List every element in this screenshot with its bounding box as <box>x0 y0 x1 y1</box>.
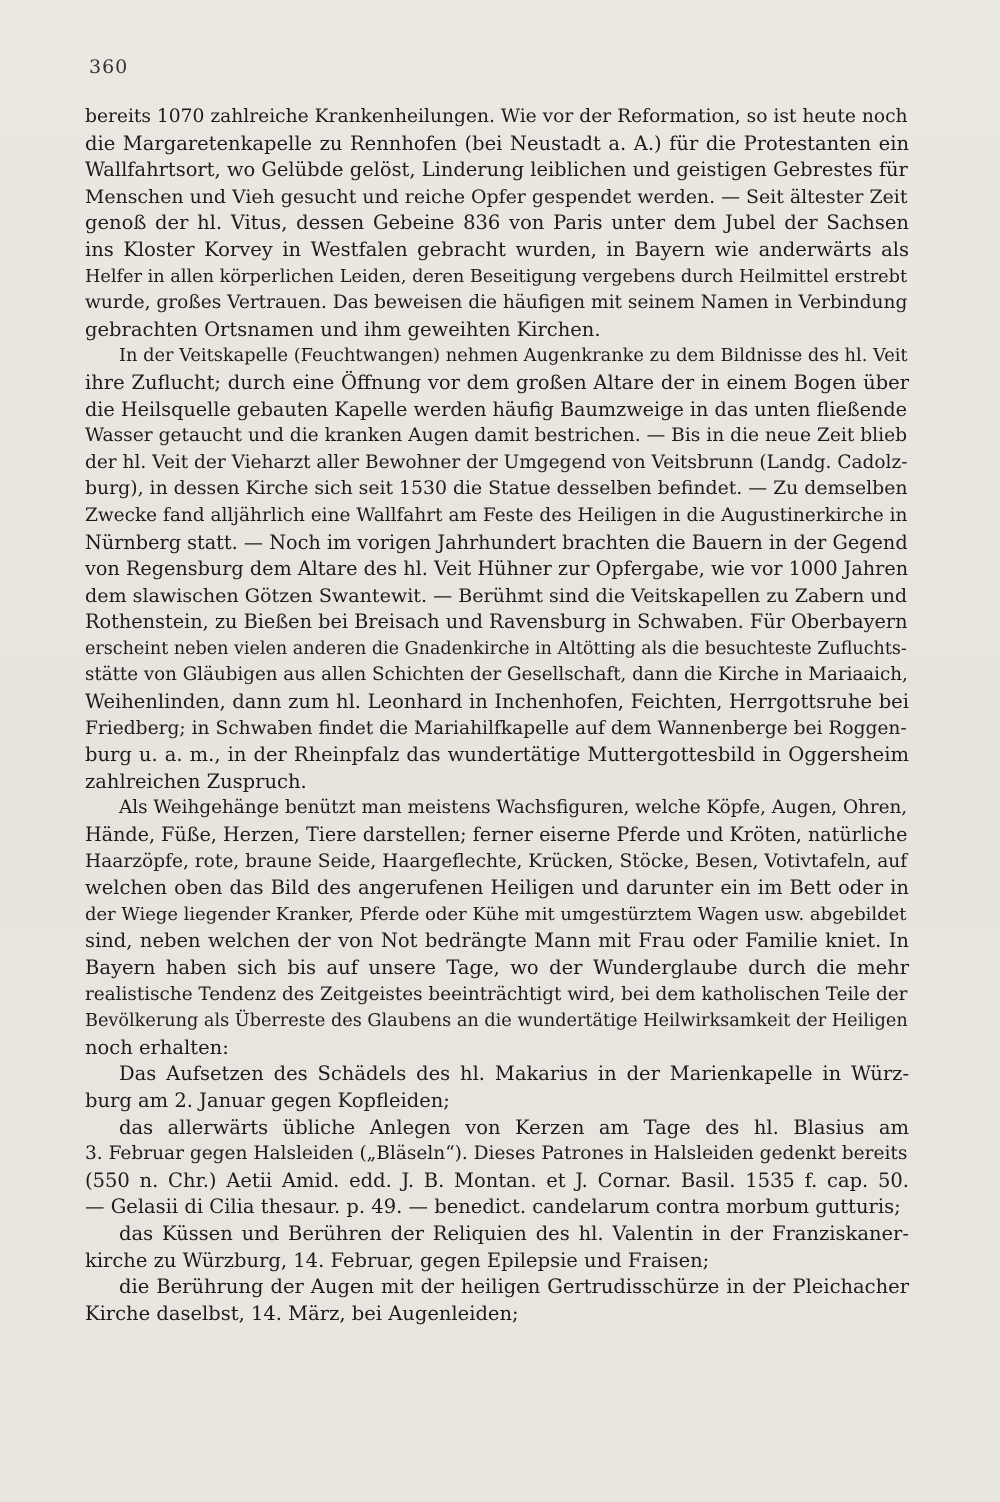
text-line: Rothenstein, zu Bießen bei Breisach und Ravensburg in Schwaben. Für Oberbayern <box>85 610 908 634</box>
text-line: noch erhalten: <box>85 1035 229 1059</box>
text-line: zahlreichen Zuspruch. <box>85 769 307 793</box>
text-line: Hände, Füße, Herzen, Tiere darstellen; ferner eiserne Pferde und Kröten, natürliche <box>85 823 908 847</box>
text-line: Friedberg; in Schwaben findet die Mariahilfkapelle auf dem Wannenberge bei Roggen- <box>85 717 907 739</box>
text-line: (550 n. Chr.) Aetii Amid. edd. J. B. Montan. et J. Cornar. Basil. 1535 f. cap. 50. <box>85 1168 909 1192</box>
text-line: stätte von Gläubigen aus allen Schichten der Gesellschaft, dann die Kirche in Mariaaich, <box>85 664 908 686</box>
text-line: Das Aufsetzen des Schädels des hl. Makarius in der Marienkapelle in Würz- <box>119 1062 910 1086</box>
text-line: Haarzöpfe, rote, braune Seide, Haargeflechte, Krücken, Stöcke, Besen, Votivtafeln, auf <box>85 850 908 872</box>
text-line: die Heilsquelle gebauten Kapelle werden häufig Baumzweige in das unten fließende <box>85 397 908 421</box>
text-line: welchen oben das Bild des angerufenen Heiligen und darunter ein im Bett oder in <box>85 876 909 900</box>
text-line: burg), in dessen Kirche sich seit 1530 die Statue desselben befindet. — Zu demselben <box>85 478 908 500</box>
text-line: wurde, großes Vertrauen. Das beweisen die häufigen mit seinem Namen in Verbindung <box>85 292 908 314</box>
body-text <box>85 104 910 1327</box>
text-line: genoß der hl. Vitus, dessen Gebeine 836 von Paris unter dem Jubel der Sachsen <box>85 211 909 235</box>
text-line: das allerwärts übliche Anlegen von Kerzen am Tage des hl. Blasius am <box>119 1115 910 1139</box>
text-line: Wasser getaucht und die kranken Augen damit bestrichen. — Bis in die neue Zeit blieb <box>85 425 908 447</box>
text-line: Menschen und Vieh gesucht und reiche Opfer gespendet werden. — Seit ältester Zeit <box>85 185 908 208</box>
text-line: der hl. Veit der Vieharzt aller Bewohner der Umgegend von Veitsbrunn (Landg. Cadolz- <box>85 451 908 473</box>
text-line: Helfer in allen körperlichen Leiden, deren Beseitigung vergebens durch Heilmittel erstrebt <box>85 266 908 287</box>
text-line: das Küssen und Berühren der Reliquien des hl. Valentin in der Franziskaner- <box>119 1221 909 1245</box>
text-line: die Berührung der Augen mit der heiligen Gertrudisschürze in der Pleichacher <box>119 1275 910 1299</box>
text-line: Nürnberg statt. — Noch im vorigen Jahrhundert brachten die Bauern in der Gegend <box>85 530 908 554</box>
text-line: Wallfahrtsort, wo Gelübde gelöst, Linderung leiblichen und geistigen Gebrestes für <box>85 158 908 182</box>
text-line: Bevölkerung als Überreste des Glaubens an die wundertätige Heilwirksamkeit der Heiligen <box>85 1011 908 1032</box>
text-line: 3. Februar gegen Halsleiden („Bläseln“). Dieses Patrones in Halsleiden gedenkt bereits <box>85 1143 908 1165</box>
text-line: bereits 1070 zahlreiche Krankenheilungen. Wie vor der Reformation, so ist heute noch <box>85 106 908 127</box>
text-line: realistische Tendenz des Zeitgeistes beeinträchtigt wird, bei dem katholischen Teile der <box>85 983 908 1005</box>
text-line: Weihenlinden, dann zum hl. Leonhard in Inchenhofen, Feichten, Herrgottsruhe bei <box>85 690 909 714</box>
text-line: Als Weihgehänge benützt man meistens Wachsfiguren, welche Köpfe, Augen, Ohren, <box>119 797 908 819</box>
text-line: dem slawischen Götzen Swantewit. — Berühmt sind die Veitskapellen zu Zabern und <box>85 583 908 607</box>
text-line: gebrachten Ortsnamen und ihm geweihten Kirchen. <box>85 317 601 341</box>
text-line: ins Kloster Korvey in Westfalen gebracht wurden, in Bayern wie anderwärts als <box>85 237 910 261</box>
text-line: — Gelasii di Cilia thesaur. p. 49. — benedict. candelarum contra morbum gutturis; <box>85 1195 901 1219</box>
text-line: ihre Zuflucht; durch eine Öffnung vor dem großen Altare der in einem Bogen über <box>85 370 910 394</box>
text-line: der Wiege liegender Kranker, Pferde oder Kühe mit umgestürztem Wagen usw. abgebildet <box>85 903 907 925</box>
text-line: sind, neben welchen der von Not bedrängte Mann mit Frau oder Familie kniet. In <box>85 929 909 953</box>
page-number: 360 <box>89 56 129 78</box>
text-line: Zwecke fand alljährlich eine Wallfahrt am Feste des Heiligen in die Augustinerkirche in <box>85 504 908 526</box>
text-line: von Regensburg dem Altare des hl. Veit Hühner zur Opfergabe, wie vor 1000 Jahren <box>85 557 909 581</box>
text-line: die Margaretenkapelle zu Rennhofen (bei Neustadt a. A.) für die Protestanten ein <box>85 131 910 155</box>
text-line: kirche zu Würzburg, 14. Februar, gegen Epilepsie und Fraisen; <box>85 1248 710 1272</box>
text-line: Bayern haben sich bis auf unsere Tage, wo der Wunderglaube durch die mehr <box>85 956 910 979</box>
text-line: erscheint neben vielen anderen die Gnadenkirche in Altötting als die besuchteste Zufluchts- <box>85 638 907 659</box>
text-line: burg am 2. Januar gegen Kopfleiden; <box>85 1088 450 1112</box>
text-line: In der Veitskapelle (Feuchtwangen) nehmen Augenkranke zu dem Bildnisse des hl. Veit <box>119 345 908 367</box>
text-line: Kirche daselbst, 14. März, bei Augenleiden; <box>85 1301 519 1325</box>
text-line: burg u. a. m., in der Rheinpfalz das wundertätige Muttergottesbild in Oggersheim <box>85 743 909 767</box>
